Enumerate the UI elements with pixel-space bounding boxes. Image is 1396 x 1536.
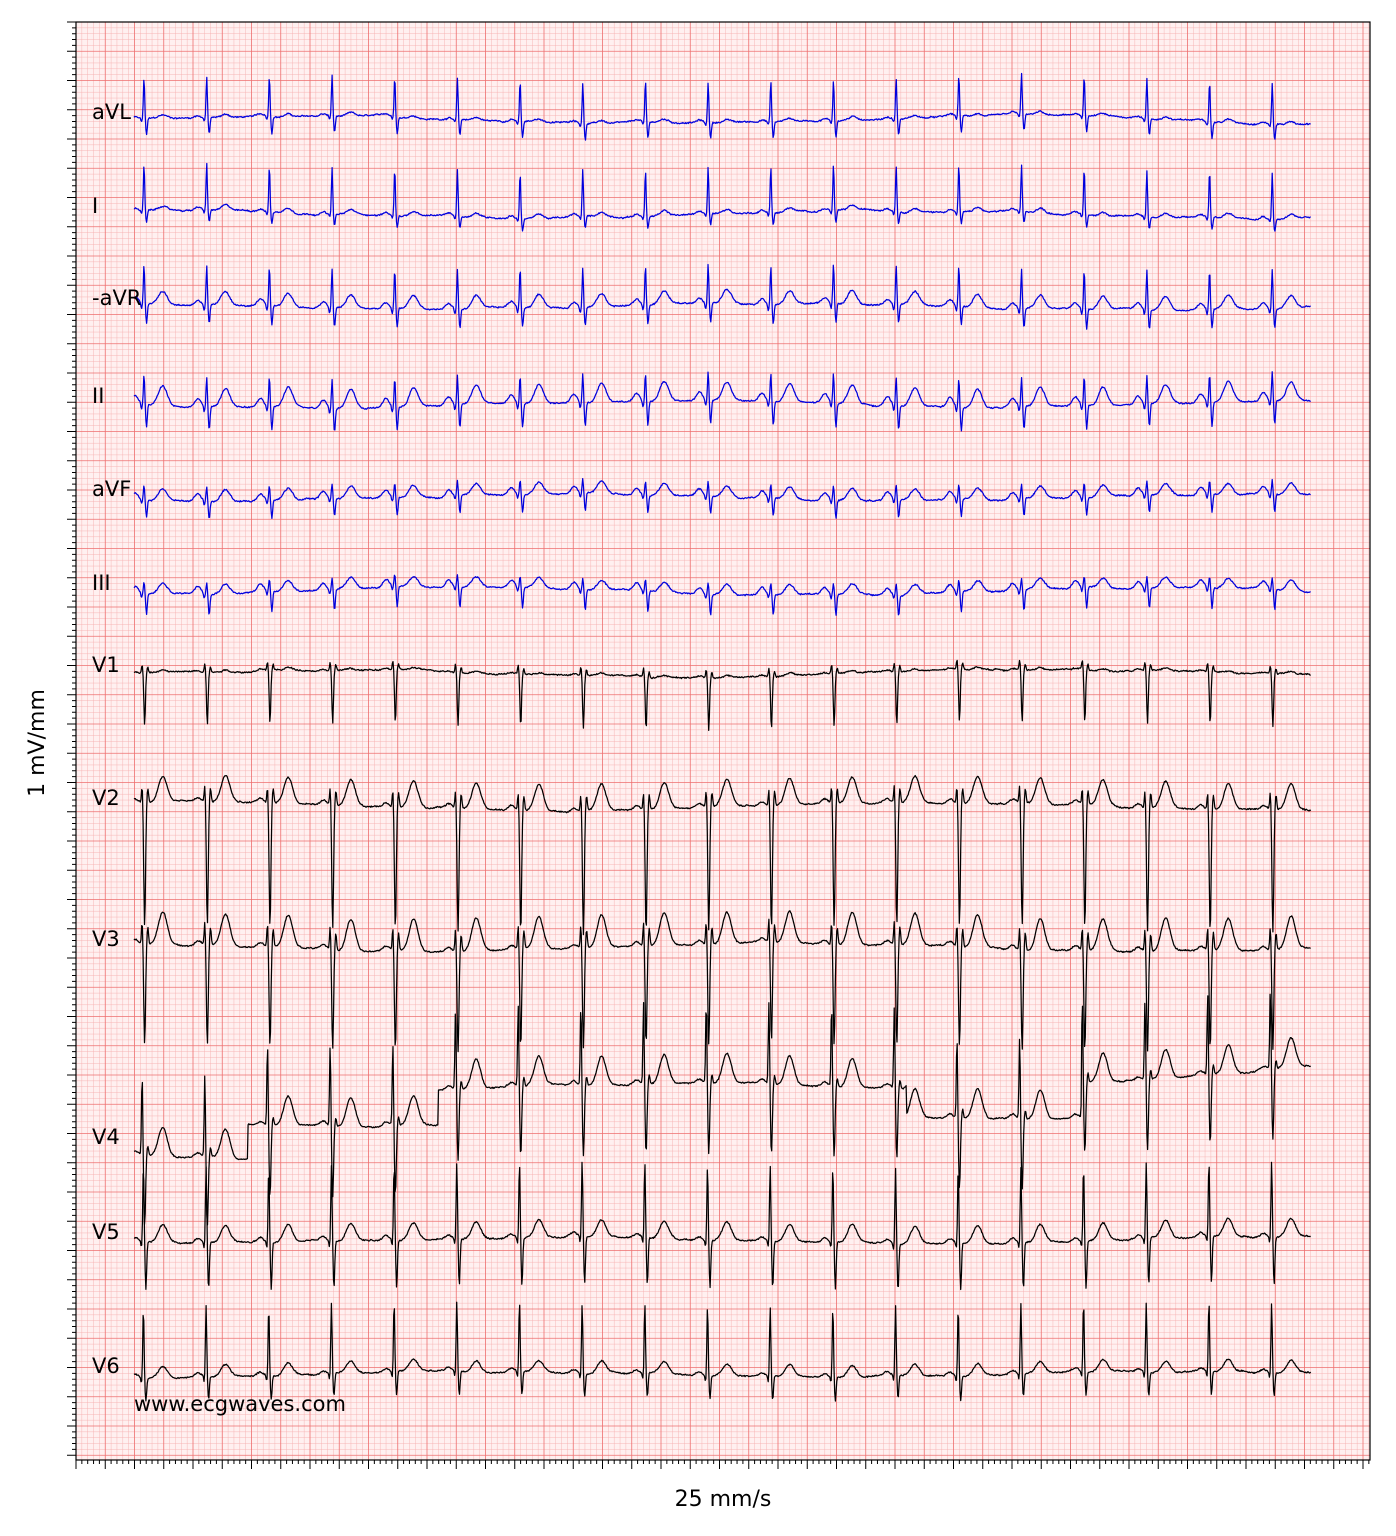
lead-label-v6: V6 (92, 1354, 120, 1378)
lead-label-avr: -aVR (92, 286, 142, 310)
lead-label-v4: V4 (92, 1125, 120, 1149)
lead-label-ii: II (92, 384, 105, 408)
lead-label-i: I (92, 194, 99, 218)
lead-label-v1: V1 (92, 653, 120, 677)
watermark-text: www.ecgwaves.com (134, 1392, 346, 1416)
lead-label-iii: III (92, 571, 111, 595)
lead-label-v2: V2 (92, 786, 120, 810)
x-axis-label: 25 mm/s (674, 1487, 772, 1512)
y-axis-label: 1 mV/mm (25, 689, 50, 797)
lead-label-v5: V5 (92, 1220, 120, 1244)
lead-label-v3: V3 (92, 927, 120, 951)
lead-label-avl: aVL (92, 100, 131, 124)
lead-label-avf: aVF (92, 477, 132, 501)
